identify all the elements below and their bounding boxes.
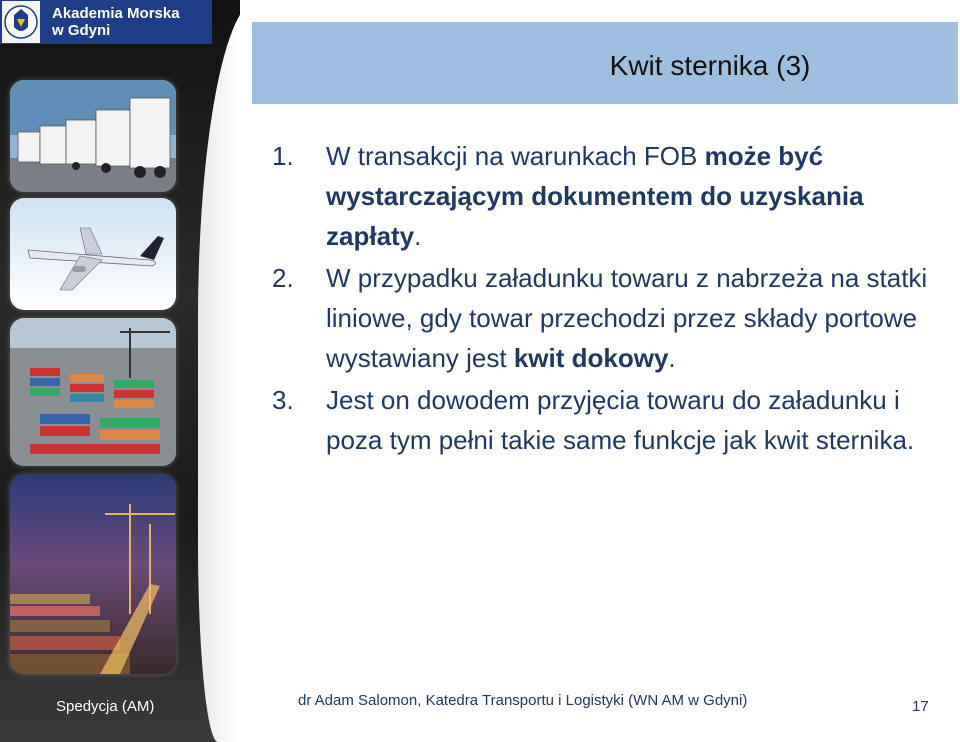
university-logo [0,0,212,44]
airplane-photo [10,198,176,310]
list-item-text [326,258,952,378]
text-segment: Jest on dowodem przyjęcia towaru do załadunku i poza tym pełni takie same funkcje jak kwit sternika. [326,385,915,455]
text-segment: . [414,221,422,251]
list-item [272,380,952,460]
list-item [272,258,952,378]
bold-text-segment: może być wystarczającym dokumentem do uzyskania zapłaty [326,141,864,251]
university-emblem-icon [2,1,40,43]
list-item-number: 3. [272,385,294,415]
list-item-text [326,136,952,256]
footer-course-name: Spedycja (AM) [56,698,155,715]
list-item-number: 2. [272,263,294,293]
list-item-number: 1. [272,141,294,171]
bold-text-segment: kwit dokowy [513,343,669,373]
page-number: 17 [912,698,929,715]
text-segment: W transakcji na warunkach FOB [326,141,705,171]
text-segment: W przypadku załadunku towaru z nabrzeża na statki liniowe, gdy towar przechodzi przez składy portowe wystawiany jest [326,263,928,373]
logo-line-2: w Gdyni [52,22,111,39]
slide-title: Kwit sternika (3) [609,50,811,81]
list-item-text [326,380,952,460]
trucks-photo [10,80,176,192]
footer-author: dr Adam Salomon, Katedra Transportu i Logistyki (WN AM w Gdyni) [298,692,748,709]
container-port-photo [10,318,176,466]
night-port-photo [10,474,176,674]
text-segment: . [668,343,676,373]
logo-line-1: Akademia Morska [52,5,180,22]
list-item [272,136,952,256]
title-bar [252,22,958,104]
slide-content [272,136,952,460]
